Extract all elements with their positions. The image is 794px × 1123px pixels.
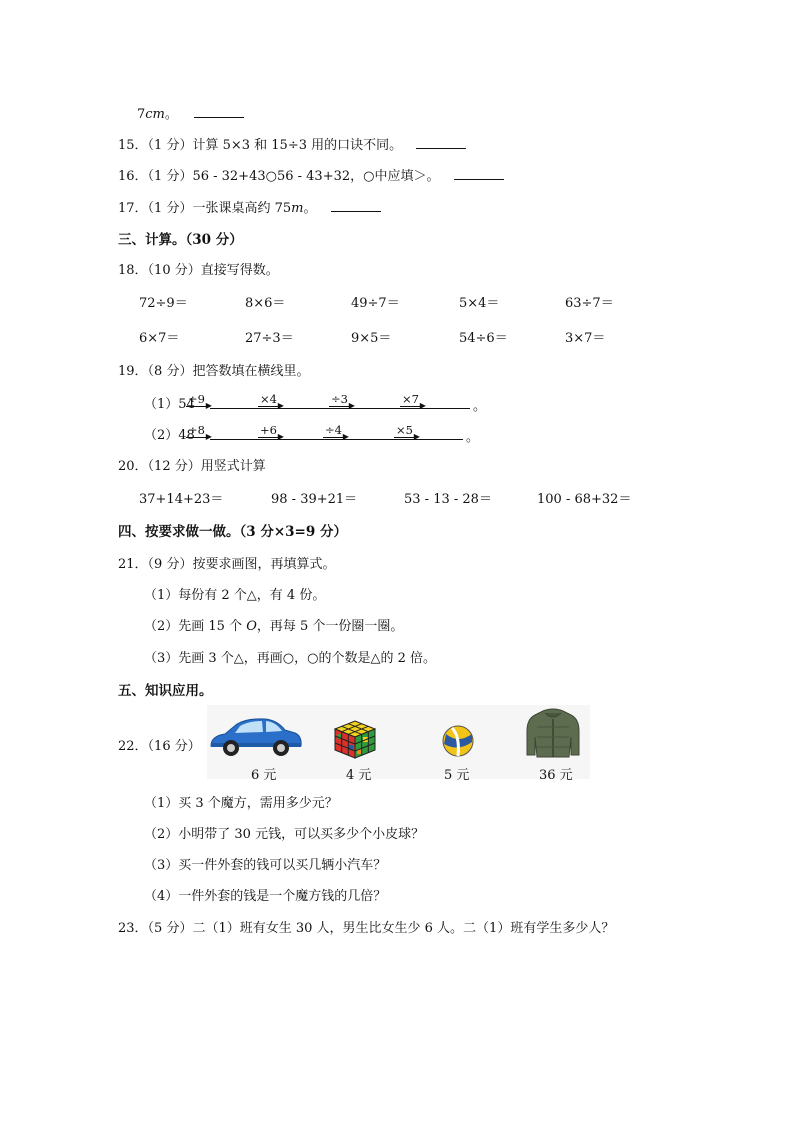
arrow-icon: ▶ xyxy=(348,401,355,410)
question-20-text: 20．（12 分）用竖式计算 xyxy=(118,459,266,474)
jacket-price: 36 元 xyxy=(539,768,573,783)
prev-question-tail xyxy=(137,103,244,122)
answer-blank[interactable] xyxy=(194,105,244,118)
question-17-unit: m xyxy=(291,201,304,216)
prev-end: 。 xyxy=(164,107,178,122)
calc-item: 9×5＝ xyxy=(351,331,392,346)
question-22-sub-4: （4）一件外套的钱是一个魔方钱的几倍？ xyxy=(144,889,387,904)
question-22-sub-1: （1）买 3 个魔方，需用多少元？ xyxy=(144,796,338,811)
prev-value: 7 xyxy=(137,107,146,122)
vertical-calc-item: 98 - 39+21＝ xyxy=(271,492,358,507)
question-21-sub-2: （2）先画 15 个 O，再每 5 个一份圈一圈。 xyxy=(144,619,404,634)
chain-2-op-3: ÷4 ▶ xyxy=(325,423,349,441)
chain-2-end: 。 xyxy=(466,430,480,445)
calc-item: 5×4＝ xyxy=(459,296,500,311)
arrow-icon: ▶ xyxy=(342,432,349,441)
chain-1-label: （1）54 xyxy=(144,397,195,412)
chain-2-label: （2）48 xyxy=(144,428,195,443)
question-17-end: 。 xyxy=(303,201,317,216)
question-16-text: 16．（1 分）56 - 32+43○56 - 43+32，○中应填＞。 xyxy=(118,169,440,184)
ball-price: 5 元 xyxy=(444,768,470,783)
chain-2-op-4: ×5 ▶ xyxy=(396,423,420,441)
arrow-icon: ▶ xyxy=(419,401,426,410)
rubiks-cube-icon xyxy=(333,717,377,759)
chain-1-op-1: ÷9 ▶ xyxy=(188,392,212,410)
car-price: 6 元 xyxy=(251,768,277,783)
question-21-sub-1: （1）每份有 2 个△，有 4 份。 xyxy=(144,588,326,603)
toy-car-icon xyxy=(207,714,303,758)
chain-1-op-4: ×7 ▶ xyxy=(402,392,426,410)
question-15 xyxy=(118,134,466,153)
calc-item: 63÷7＝ xyxy=(565,296,614,311)
chain-2-op-2: +6 ▶ xyxy=(260,423,284,441)
question-15-text: 15．（1 分）计算 5×3 和 15÷3 用的口诀不同。 xyxy=(118,138,403,153)
question-22-sub-2: （2）小明带了 30 元钱，可以买多少个小皮球？ xyxy=(144,827,425,842)
question-23-text: 23．（5 分）二（1）班有女生 30 人，男生比女生少 6 人。二（1）班有学生多少人？ xyxy=(118,921,615,936)
question-16 xyxy=(118,165,504,184)
section-3-heading: 三、计算。（30 分） xyxy=(118,232,243,248)
chain-2-op-1: ÷8 ▶ xyxy=(188,423,212,441)
question-17-text: 17．（1 分）一张课桌高约 75 xyxy=(118,201,292,216)
section-5-heading: 五、知识应用。 xyxy=(118,683,213,699)
question-22-sub-3: （3）买一件外套的钱可以买几辆小汽车？ xyxy=(144,858,387,873)
vertical-calc-item: 100 - 68+32＝ xyxy=(537,492,632,507)
calc-item: 3×7＝ xyxy=(565,331,606,346)
question-21-text: 21．（9 分）按要求画图，再填算式。 xyxy=(118,557,336,572)
chain-1-answer-line[interactable] xyxy=(210,408,470,409)
chain-1-end: 。 xyxy=(473,399,487,414)
vertical-calc-item: 53 - 13 - 28＝ xyxy=(404,492,492,507)
calc-item: 8×6＝ xyxy=(245,296,286,311)
question-22-label: 22．（16 分） xyxy=(118,739,201,754)
answer-blank[interactable] xyxy=(416,136,466,149)
chain-1-op-2: ×4 ▶ xyxy=(260,392,284,410)
chain-1-op-3: ÷3 ▶ xyxy=(331,392,355,410)
vertical-calc-item: 37+14+23＝ xyxy=(139,492,224,507)
question-17 xyxy=(118,197,381,216)
prev-unit: cm xyxy=(145,107,165,122)
calc-item: 72÷9＝ xyxy=(139,296,188,311)
question-19-text: 19．（8 分）把答数填在横线里。 xyxy=(118,364,310,379)
arrow-icon: ▶ xyxy=(413,432,420,441)
arrow-icon: ▶ xyxy=(277,401,284,410)
answer-blank[interactable] xyxy=(331,199,381,212)
answer-blank[interactable] xyxy=(454,167,504,180)
question-18-text: 18．（10 分）直接写得数。 xyxy=(118,263,279,278)
arrow-icon: ▶ xyxy=(205,432,212,441)
arrow-icon: ▶ xyxy=(205,401,212,410)
calc-item: 49÷7＝ xyxy=(351,296,400,311)
ball-icon xyxy=(440,724,476,758)
jacket-icon xyxy=(525,707,581,759)
calc-item: 27÷3＝ xyxy=(245,331,294,346)
calc-item: 6×7＝ xyxy=(139,331,180,346)
question-21-sub-3: （3）先画 3 个△，再画○，○的个数是△的 2 倍。 xyxy=(144,651,437,666)
chain-2-answer-line[interactable] xyxy=(210,439,463,440)
arrow-icon: ▶ xyxy=(277,432,284,441)
calc-item: 54÷6＝ xyxy=(459,331,508,346)
cube-price: 4 元 xyxy=(346,768,372,783)
section-4-heading: 四、按要求做一做。（3 分×3=9 分） xyxy=(118,524,347,540)
